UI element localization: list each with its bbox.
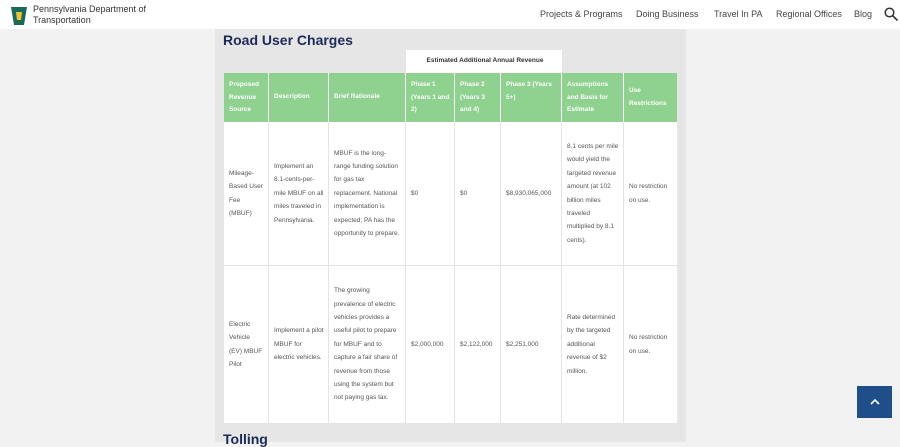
nav-projects-programs[interactable]: Projects & Programs bbox=[540, 9, 623, 19]
table-cell: $0 bbox=[455, 122, 501, 266]
table-cell: $8,930,065,000 bbox=[501, 122, 562, 266]
table-cell: MBUF is the long-range funding solution for gas tax replacement. National implementation is expected; PA has the opportunity to prepare. bbox=[329, 122, 406, 266]
chevron-up-icon bbox=[870, 398, 880, 406]
nav-travel-in-pa[interactable]: Travel In PA bbox=[714, 9, 763, 19]
col-header-description: Description bbox=[269, 73, 329, 122]
top-bar bbox=[0, 0, 900, 29]
col-header-source: Proposed Revenue Source bbox=[224, 73, 269, 122]
table-cell: $2,000,000 bbox=[406, 266, 455, 423]
table-cell: Mileage-Based User Fee (MBUF) bbox=[224, 122, 269, 266]
logo-line-1: Pennsylvania Department of bbox=[33, 4, 147, 14]
site-logo[interactable] bbox=[10, 4, 146, 26]
table-cell: $2,251,000 bbox=[501, 266, 562, 423]
super-header: Estimated Additional Annual Revenue bbox=[426, 57, 544, 64]
back-to-top-button[interactable] bbox=[857, 386, 892, 418]
section-title: Road User Charges bbox=[223, 32, 353, 48]
table-cell: No restriction on use. bbox=[624, 122, 677, 266]
table-cell: $0 bbox=[406, 122, 455, 266]
nav-blog[interactable]: Blog bbox=[854, 9, 873, 19]
table-cell: Electric Vehicle (EV) MBUF Pilot bbox=[224, 266, 269, 423]
logo-text bbox=[33, 4, 146, 26]
logo-line-2: Transportation bbox=[33, 15, 91, 25]
col-header-restrictions: Use Restrictions bbox=[624, 73, 677, 122]
table-cell: Implement a pilot MBUF for electric vehicles. bbox=[269, 266, 329, 423]
table-cell: $2,122,000 bbox=[455, 266, 501, 423]
col-header-assumptions: Assumptions and Basis for Estimate bbox=[562, 73, 624, 122]
col-header-phase3: Phase 3 (Years 5+) bbox=[501, 73, 562, 122]
col-header-rationale: Brief Rationale bbox=[329, 73, 406, 122]
next-section-title: Tolling bbox=[223, 431, 268, 447]
table-cell: Rate determined by the targeted additional revenue of $2 million. bbox=[562, 266, 624, 423]
col-header-phase2: Phase 2 (Years 3 and 4) bbox=[455, 73, 501, 122]
table-cell: Implement an 8.1-cents-per-mile MBUF on all miles traveled in Pennsylvania. bbox=[269, 122, 329, 266]
table-cell: The growing prevalence of electric vehicles provides a useful pilot to prepare for MBUF and to capture a fair share of revenue from those using the system but not paying gas tax. bbox=[329, 266, 406, 423]
table-cell: No restriction on use. bbox=[629, 334, 668, 355]
nav-regional-offices[interactable]: Regional Offices bbox=[776, 9, 842, 19]
keystone-icon bbox=[10, 6, 28, 26]
col-header-phase1: Phase 1 (Years 1 and 2) bbox=[406, 73, 455, 122]
table-cell: 8.1 cents per mile would yield the targeted revenue amount (at 102 billion miles traveled multiplied by 8.1 cents). bbox=[562, 122, 624, 266]
nav-doing-business[interactable]: Doing Business bbox=[636, 9, 699, 19]
search-icon[interactable] bbox=[884, 7, 898, 21]
